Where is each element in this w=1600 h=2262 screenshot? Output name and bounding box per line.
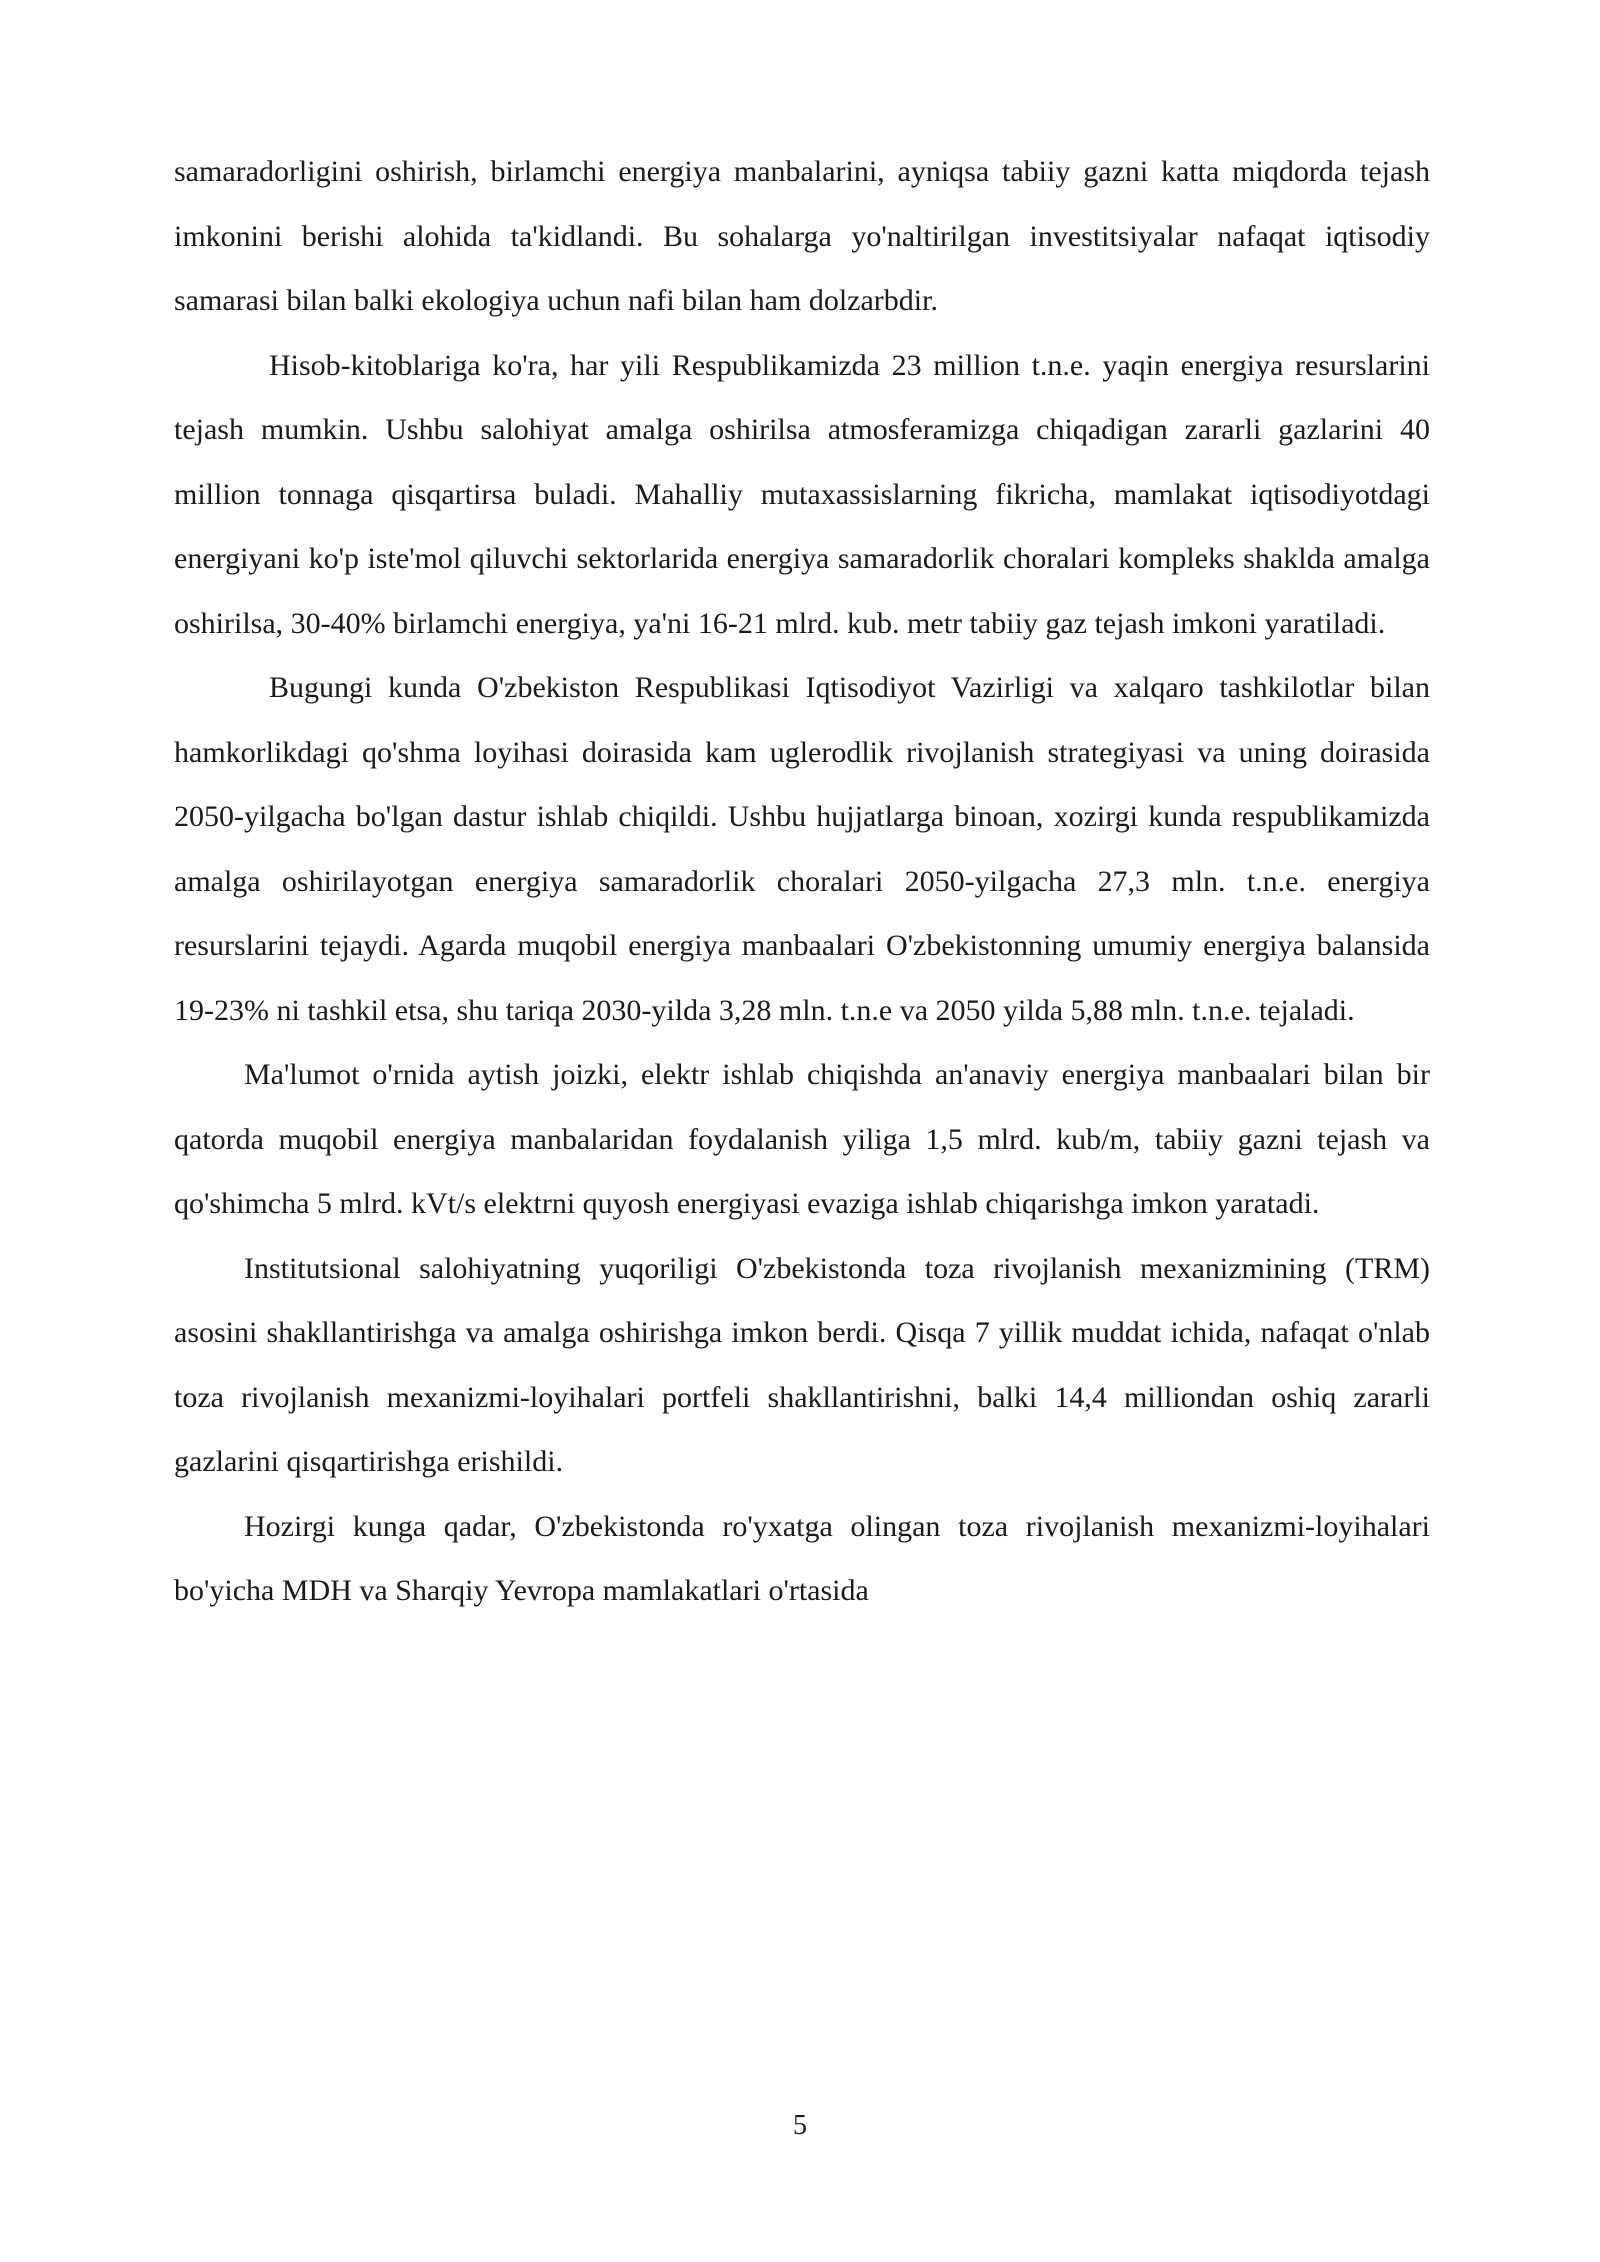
paragraph-energy-savings: Hisob-kitoblariga ko'ra, har yili Respublikamizda 23 million t.n.e. yaqin energiya resurslarini tejash mumkin. Ushbu salohiyat amalga oshirilsa atmosferamizga chiqadigan zararli gazlarini 40 million tonnaga qisqartirsa buladi. Mahalliy mutaxassislarning fikricha, mamlakat iqtisodiyotdagi energiyani ko'p iste'mol qiluvchi sektorlarida energiya samaradorlik choralari kompleks shaklda amalga oshirilsa, 30-40% birlamchi energiya, ya'ni 16-21 mlrd. kub. metr tabiiy gaz tejash imkoni yaratiladi. [174,348,1430,640]
paragraph-institutional-capacity: Institutsional salohiyatning yuqoriligi O'zbekistonda toza rivojlanish mexanizmining (TRM) asosini shakllantirishga va amalga oshirishga imkon berdi. Qisqa 7 yillik muddat ichida, nafaqat o'nlab toza rivojlanish mexanizmi-loyihalari portfeli shakllantirishni, balki 14,4 milliondan oshiq zararli gazlarini qisqartirishga erishildi. [174,1251,1430,1478]
page-number: 5 [793,2110,807,2141]
paragraph-low-carbon-strategy: Bugungi kunda O'zbekiston Respublikasi Iqtisodiyot Vazirligi va xalqaro tashkilotlar bilan hamkorlikdagi qo'shma loyihasi doirasida kam uglerodlik rivojlanish strategiyasi va uning doirasida 2050-yilgacha bo'lgan dastur ishlab chiqildi. Ushbu hujjatlarga binoan, xozirgi kunda respublikamizda amalga oshirilayotgan energiya samaradorlik choralari 2050-yilgacha 27,3 mln. t.n.e. energiya resurslarini tejaydi. Agarda muqobil energiya manbaalari O'zbekistonning umumiy energiya balansida 19-23% ni tashkil etsa, shu tariqa 2030-yilda 3,28 mln. t.n.e va 2050 yilda 5,88 mln. t.n.e. tejaladi. [174,671,1430,1027]
paragraph-registered-projects: Hozirgi kunga qadar, O'zbekistonda ro'yxatga olingan toza rivojlanish mexanizmi-loyihalari bo'yicha MDH va Sharqiy Yevropa mamlakatlari o'rtasida [174,1509,1430,1607]
paragraph-continued: samaradorligini oshirish, birlamchi energiya manbalarini, ayniqsa tabiiy gazni katta miqdorda tejash imkonini berishi alohida ta'kidlandi. Bu sohalarga yo'naltirilgan investitsiyalar nafaqat iqtisodiy samarasi bilan balki ekologiya uchun nafi bilan ham dolzarbdir. [174,155,1430,317]
document-body [174,140,1430,1624]
paragraph-alternative-energy: Ma'lumot o'rnida aytish joizki, elektr ishlab chiqishda an'anaviy energiya manbaalari bilan bir qatorda muqobil energiya manbalaridan foydalanish yiliga 1,5 mlrd. kub/m, tabiiy gazni tejash va qo'shimcha 5 mlrd. kVt/s elektrni quyosh energiyasi evaziga ishlab chiqarishga imkon yaratadi. [174,1058,1430,1220]
